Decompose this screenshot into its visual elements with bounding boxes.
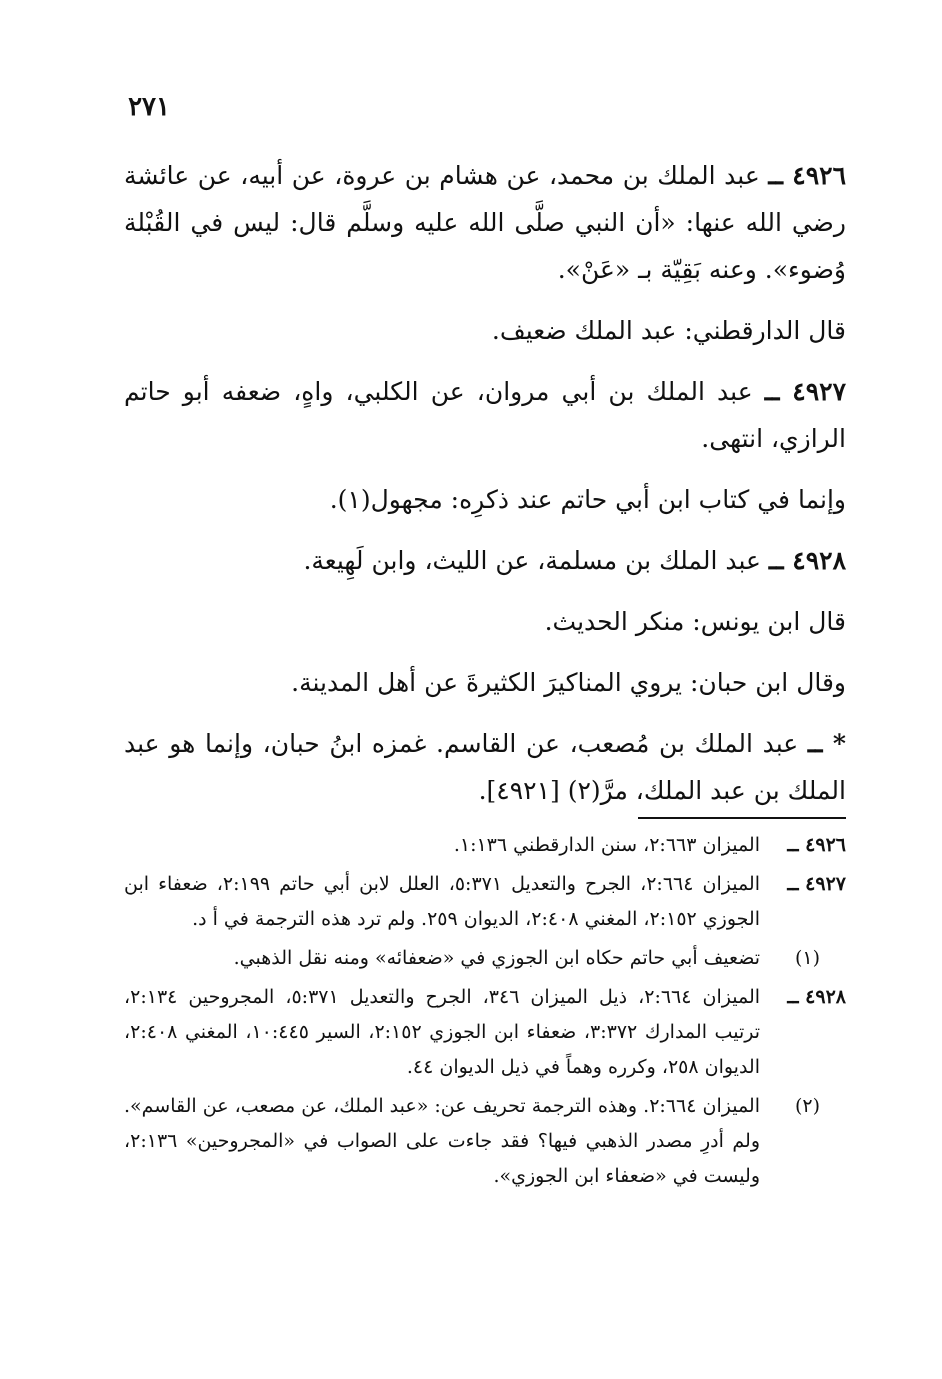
- page-number: ٢٧١: [128, 92, 170, 122]
- note-number: (٢): [794, 1095, 820, 1117]
- entry-text: عبد الملك بن مُصعب، عن القاسم. غمزه ابنُ حبان، وإنما هو عبد الملك بن عبد الملك، مرَّ(٢) [٤٩٢١].: [124, 729, 846, 805]
- footnote-1: [124, 941, 846, 976]
- footnotes: [124, 828, 846, 1198]
- paragraph: [124, 476, 846, 523]
- paragraph-text: وقال ابن حبان: يروي المناكيرَ الكثيرةَ عن أهل المدينة.: [291, 668, 846, 697]
- entry-text: عبد الملك بن مسلمة، عن الليث، وابن لَهِيعة.: [303, 546, 769, 575]
- paragraph-text: وإنما في كتاب ابن أبي حاتم عند ذكرِه: مجهول(١).: [329, 485, 846, 514]
- paragraph: [124, 307, 846, 354]
- entry-number: ٤٩٢٧ ــ: [764, 377, 846, 406]
- entry-number: * ــ: [807, 729, 846, 758]
- footnote-separator: [638, 817, 846, 819]
- paragraph-text: قال ابن يونس: منكر الحديث.: [544, 607, 846, 636]
- note-4928: [124, 980, 846, 1085]
- note-number: ٤٩٢٨ ــ: [787, 986, 846, 1008]
- paragraph: [124, 598, 846, 645]
- note-text: تضعيف أبي حاتم حكاه ابن الجوزي في «ضعفائه» ومنه نقل الذهبي.: [233, 947, 760, 969]
- entry-starred: [124, 720, 846, 814]
- entry-4928: [124, 537, 846, 584]
- note-number: ٤٩٢٦ ــ: [787, 834, 846, 856]
- note-text: الميزان ٢:٦٦٤، ذيل الميزان ٣٤٦، الجرح والتعديل ٥:٣٧١، المجروحين ٢:١٣٤، ترتيب المدارك ٣:٣٧٢، ضعفاء ابن الجوزي ٢:١٥٢، السير ١٠:٤٤٥، المغني ٢:٤٠٨، الديوان ٢٥٨، وكرره وهماً في ذيل الديوان ٤٤.: [124, 986, 761, 1078]
- note-text: الميزان ٢:٦٦٣، سنن الدارقطني ١:١٣٦.: [453, 834, 760, 856]
- note-number: ٤٩٢٧ ــ: [787, 873, 846, 895]
- note-4926: [124, 828, 846, 863]
- entry-number: ٤٩٢٦ ــ: [768, 161, 846, 190]
- paragraph-text: قال الدارقطني: عبد الملك ضعيف.: [491, 316, 846, 345]
- note-text: الميزان ٢:٦٦٤. وهذه الترجمة تحريف عن: «عبد الملك، عن مصعب، عن القاسم». ولم أدرِ مصدر الذهبي فيها؟ فقد جاءت على الصواب في «المجروحين» ٢:١٣٦، وليست في «ضعفاء ابن الجوزي».: [124, 1095, 760, 1187]
- entry-4927: [124, 368, 846, 462]
- main-text: [124, 152, 846, 828]
- entry-4926: [124, 152, 846, 293]
- note-text: الميزان ٢:٦٦٤، الجرح والتعديل ٥:٣٧١، العلل لابن أبي حاتم ٢:١٩٩، ضعفاء ابن الجوزي ٢:١٥٢، المغني ٢:٤٠٨، الديوان ٢٥٩. ولم ترد هذه الترجمة في أ د.: [124, 873, 760, 930]
- entry-text: عبد الملك بن محمد، عن هشام بن عروة، عن أبيه، عن عائشة رضي الله عنها: «أن النبي صلَّى الله عليه وسلَّم قال: ليس في القُبْلة وُضوء». وعنه بَقِيّة بـ «عَنْ».: [124, 161, 846, 284]
- entry-text: عبد الملك بن أبي مروان، عن الكلبي، واهٍ، ضعفه أبو حاتم الرازي، انتهى.: [124, 377, 846, 453]
- footnote-2: [124, 1089, 846, 1194]
- note-4927: [124, 867, 846, 937]
- entry-number: ٤٩٢٨ ــ: [768, 546, 846, 575]
- paragraph: [124, 659, 846, 706]
- note-number: (١): [794, 947, 820, 969]
